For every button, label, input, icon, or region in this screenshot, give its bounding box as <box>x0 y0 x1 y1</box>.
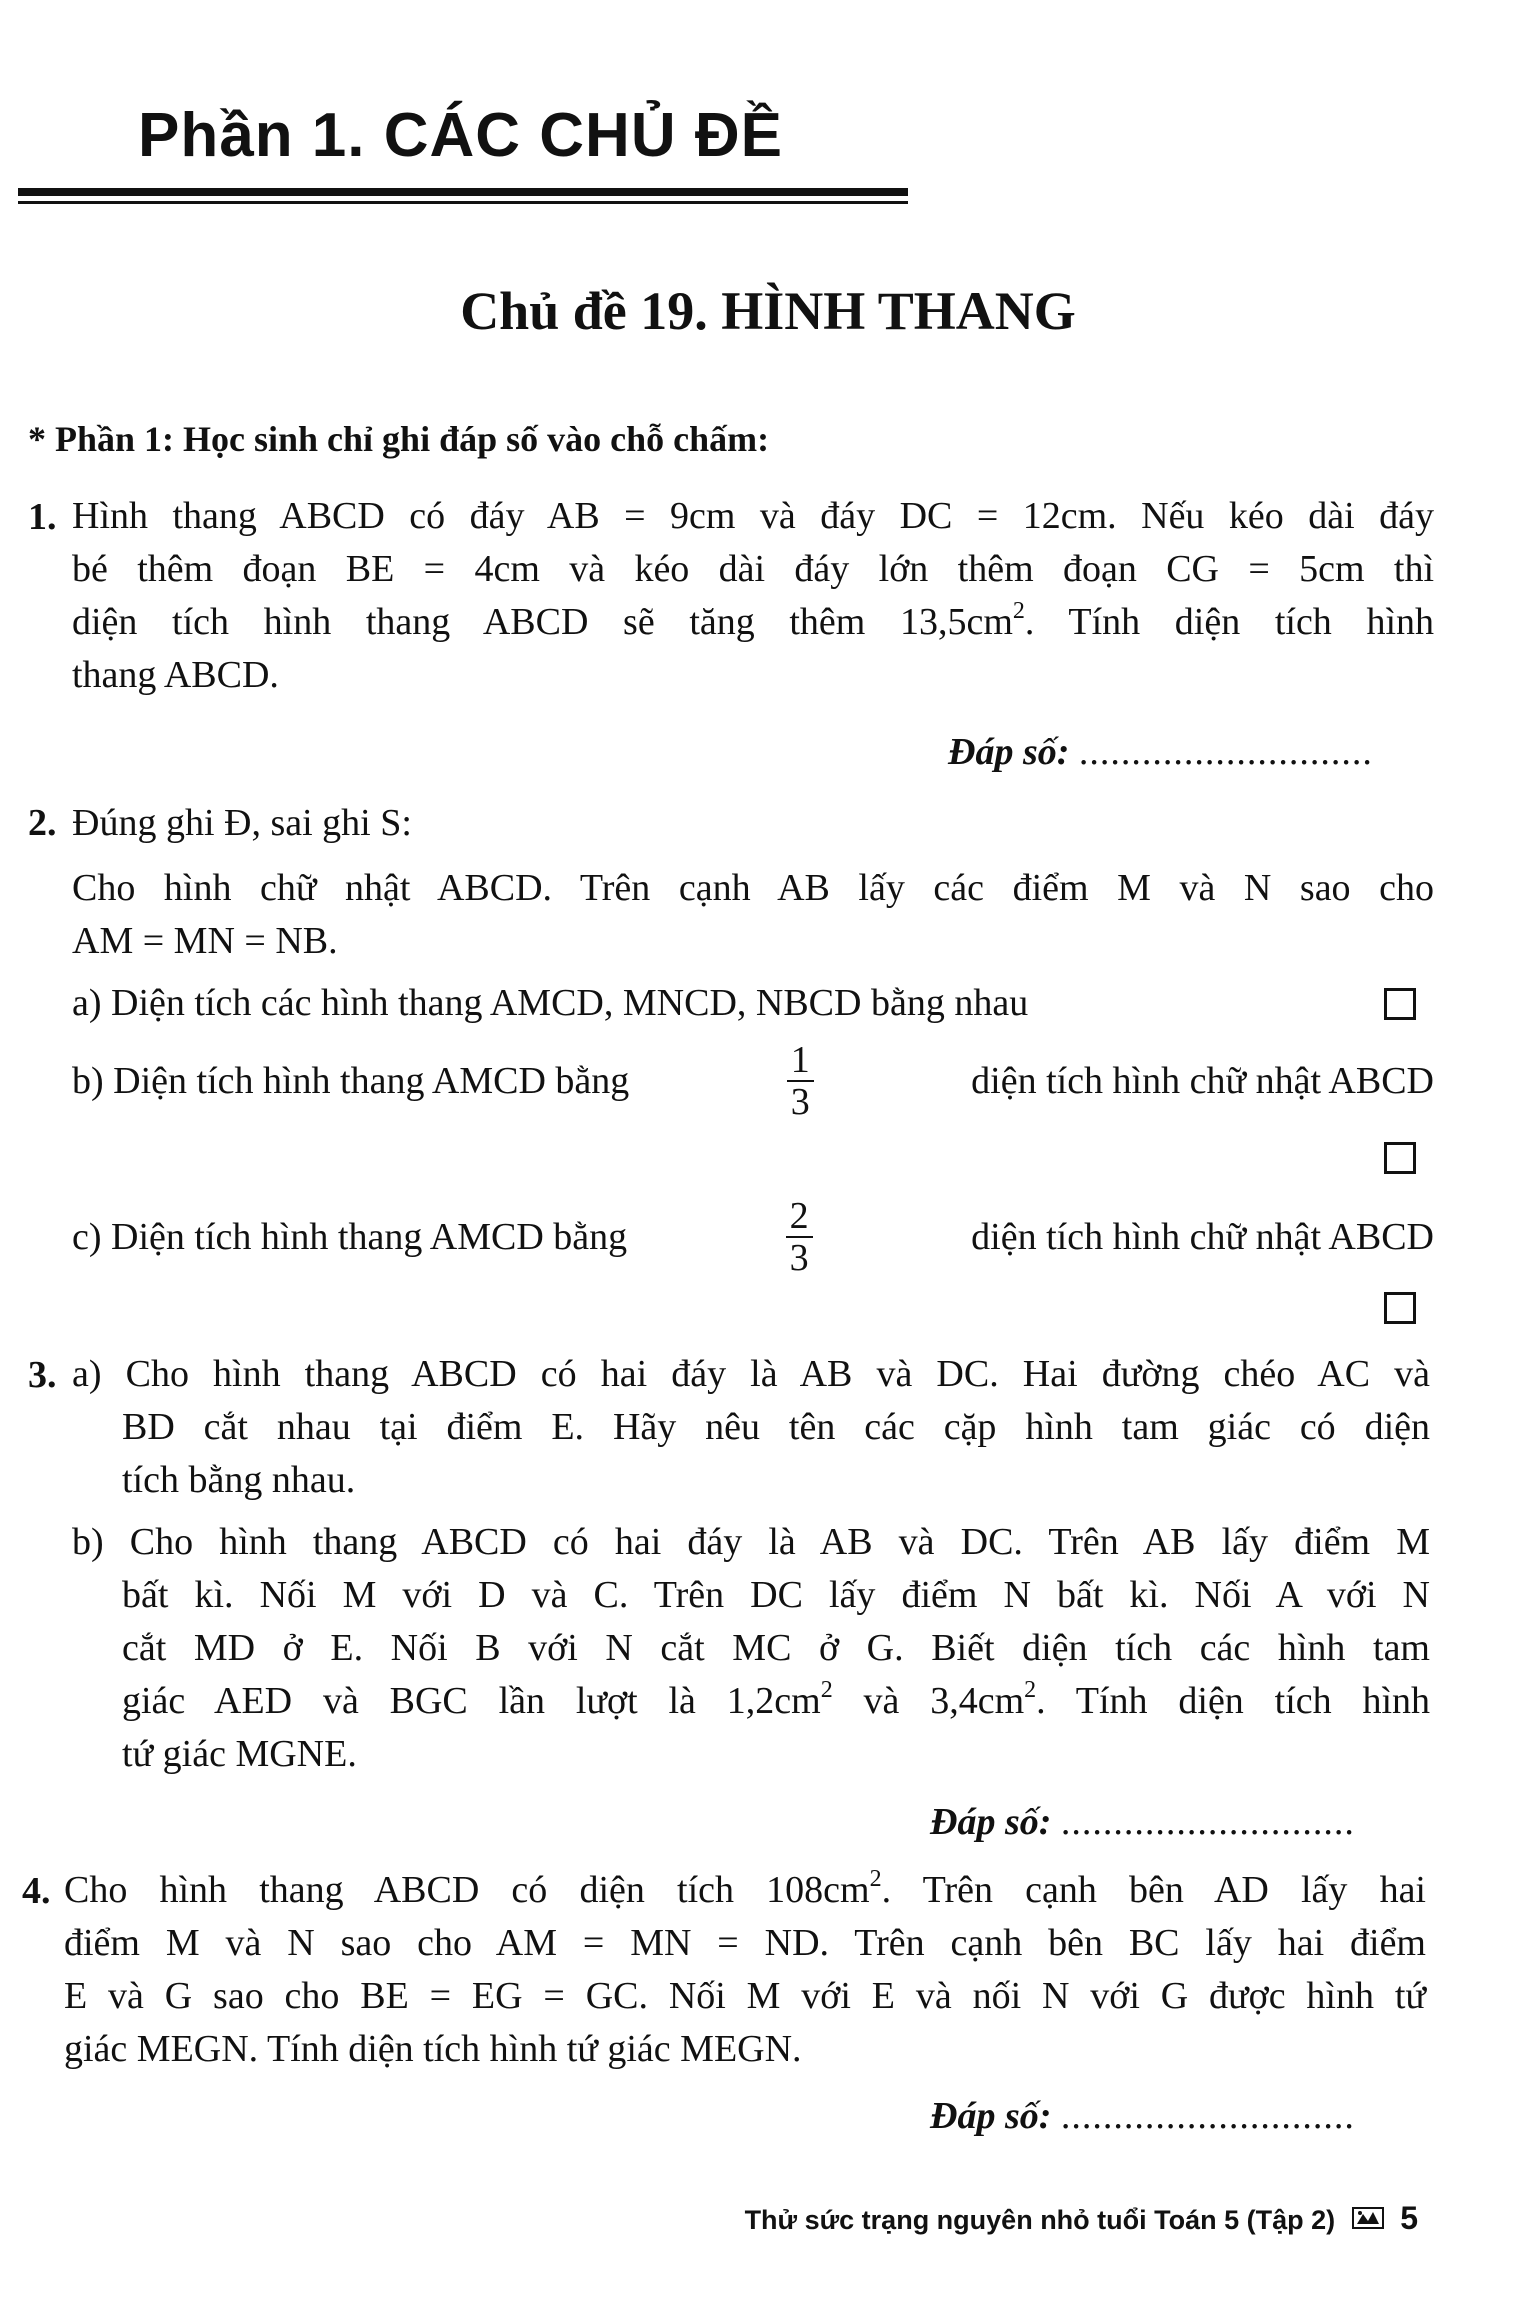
problem-3b-line: tứ giác MGNE. <box>122 1733 357 1775</box>
book-title: Thử sức trạng nguyên nhỏ tuổi Toán 5 (Tập 2) <box>744 2205 1336 2235</box>
page-number: 5 <box>1400 2200 1418 2236</box>
problem-1-number: 1. <box>28 496 57 538</box>
problem-2-context-line: Cho hình chữ nhật ABCD. Trên cạnh AB lấy các điểm M và N sao cho <box>72 867 1434 909</box>
topic-title: Chủ đề 19. HÌNH THANG <box>460 281 1076 341</box>
fraction-one-third: $\frac{1}{3}$ <box>787 1040 814 1122</box>
problem-2-statement-b: b) Diện tích hình thang AMCD bằng $\frac{1}{3}$ diện tích hình chữ nhật ABCD <box>72 1039 1434 1123</box>
problem-1-line: bé thêm đoạn BE = 4cm và kéo dài đáy lớn thêm đoạn CG = 5cm thì <box>72 548 1434 590</box>
page-footer <box>745 2200 1418 2239</box>
checkbox-b[interactable] <box>1384 1142 1416 1174</box>
problem-3a-line: tích bằng nhau. <box>122 1459 356 1501</box>
fraction-two-thirds: $\frac{2}{3}$ <box>786 1196 813 1278</box>
book-logo-icon <box>1351 2204 1385 2239</box>
problem-2-statement-c: c) Diện tích hình thang AMCD bằng $\frac{2}{3}$ diện tích hình chữ nhật ABCD <box>72 1195 1434 1279</box>
checkbox-a[interactable] <box>1384 988 1416 1020</box>
answer-blank[interactable]: ............................ <box>1060 2095 1355 2137</box>
problem-3-number: 3. <box>28 1354 57 1396</box>
problem-2-context <box>72 862 1434 968</box>
problem-2-context-line: AM = MN = NB. <box>72 920 338 962</box>
answer-blank[interactable]: ............................ <box>1078 731 1373 773</box>
problem-4-text <box>64 1864 1426 2076</box>
problem-2-statement-a: a) Diện tích các hình thang AMCD, MNCD, NBCD bằng nhau <box>72 982 1029 1024</box>
problem-1-answer: Đáp số: ............................ <box>948 731 1373 773</box>
problem-4-line: Cho hình thang ABCD có diện tích $108cm^2$. Trên cạnh bên AD lấy hai <box>64 1866 1426 1911</box>
problem-3a-text <box>72 1348 1430 1507</box>
problem-1-line: thang ABCD. <box>72 654 279 696</box>
problem-3b-line: giác AED và BGC lần lượt là $1,2cm^2$ và $3,4cm^2$. Tính diện tích hình <box>122 1677 1431 1722</box>
problem-4-line: E và G sao cho BE = EG = GC. Nối M với E và nối N với G được hình tứ <box>64 1975 1426 2017</box>
problem-4-number: 4. <box>22 1870 51 1912</box>
header-rule-thick <box>18 188 908 196</box>
problem-4-line: giác MEGN. Tính diện tích hình tứ giác MEGN. <box>64 2028 802 2070</box>
part-title: Phần 1. CÁC CHỦ ĐỀ <box>138 101 783 170</box>
problem-3a-line: BD cắt nhau tại điểm E. Hãy nêu tên các cặp hình tam giác có diện <box>122 1406 1430 1448</box>
section-heading: * Phần 1: Học sinh chỉ ghi đáp số vào chỗ chấm: <box>28 419 770 459</box>
problem-3-answer: Đáp số: ............................ <box>930 1801 1355 1843</box>
header-rule-thin <box>18 201 908 204</box>
checkbox-c[interactable] <box>1384 1292 1416 1324</box>
problem-1-line: Hình thang ABCD có đáy AB = 9cm và đáy DC = 12cm. Nếu kéo dài đáy <box>72 495 1434 537</box>
problem-3b-line: b) Cho hình thang ABCD có hai đáy là AB và DC. Trên AB lấy điểm M <box>72 1521 1430 1563</box>
problem-1-line: diện tích hình thang ABCD sẽ tăng thêm $13,5cm^2$. Tính diện tích hình <box>72 598 1434 643</box>
problem-3b-line: cắt MD ở E. Nối B với N cắt MC ở G. Biết diện tích các hình tam <box>122 1627 1430 1669</box>
problem-1-text <box>72 490 1434 702</box>
problem-2-number: 2. <box>28 802 57 844</box>
problem-4-line: điểm M và N sao cho AM = MN = ND. Trên cạnh bên BC lấy hai điểm <box>64 1922 1426 1964</box>
problem-3a-line: a) Cho hình thang ABCD có hai đáy là AB và DC. Hai đường chéo AC và <box>72 1353 1430 1395</box>
problem-2-instruction: Đúng ghi Đ, sai ghi S: <box>72 802 412 844</box>
problem-4-answer: Đáp số: ............................ <box>930 2095 1355 2137</box>
problem-3b-line: bất kì. Nối M với D và C. Trên DC lấy điểm N bất kì. Nối A với N <box>122 1574 1430 1616</box>
problem-3b-text <box>72 1516 1430 1781</box>
answer-blank[interactable]: ............................ <box>1060 1801 1355 1843</box>
